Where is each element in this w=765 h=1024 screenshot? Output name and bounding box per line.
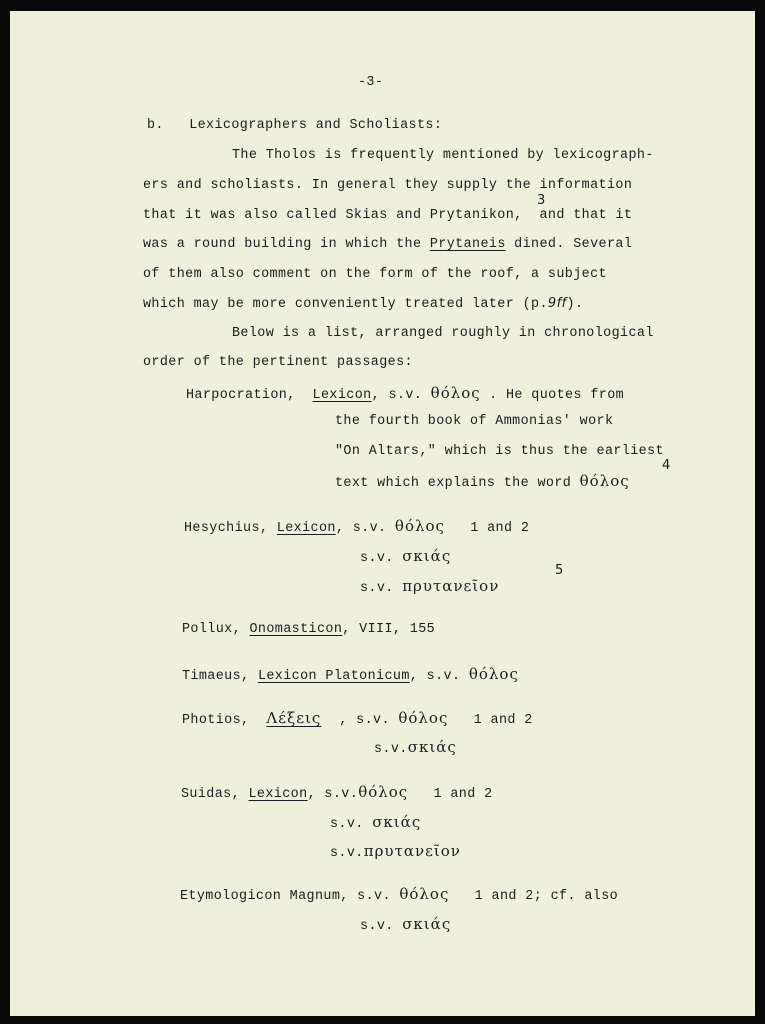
work-title: Lexicon [276, 521, 336, 536]
sv: , s.v. [339, 713, 390, 728]
author: Harpocration, [186, 388, 296, 403]
greek-word: θόλος [579, 472, 630, 490]
entry-pollux [182, 622, 435, 638]
para2-line1: Below is a list, arranged roughly in chronological [232, 326, 654, 341]
greek-word: θόλος [468, 665, 519, 683]
para1-line6 [143, 296, 583, 313]
para1-line1: The Tholos is frequently mentioned by lexicograph- [232, 148, 654, 163]
sv: s.v. [330, 846, 364, 861]
author: Photios, [182, 713, 250, 728]
harpocration-line4 [335, 473, 630, 492]
greek-word: θόλος [398, 709, 449, 727]
entry-etymologicon [180, 886, 618, 905]
section-heading [147, 118, 442, 134]
sv: , s.v. [371, 388, 423, 403]
hesychius-line2 [360, 548, 451, 567]
typed-page [10, 11, 755, 1016]
para1-line3-end: and that it [539, 208, 633, 223]
greek-word: πρυτανεῖον [363, 842, 461, 860]
sv: s.v. [360, 581, 394, 596]
prytaneis-underlined: Prytaneis [429, 237, 506, 252]
entry-text: 1 and 2; cf. also [474, 889, 619, 904]
para1-line5: of them also comment on the form of the roof, a subject [143, 267, 607, 282]
section-title: Lexicographers and Scholiasts: [189, 118, 443, 133]
greek-word: σκιάς [407, 738, 457, 756]
sv: , s.v. [335, 521, 387, 536]
sv: s.v. [357, 889, 391, 904]
handwritten-page-ref: 9ff [547, 296, 567, 311]
entry-text: , VIII, 155 [342, 622, 436, 637]
author: Hesychius, [184, 521, 269, 536]
work-title: Onomasticon [249, 622, 343, 637]
sv: s.v. [360, 919, 394, 934]
greek-word: θόλος [399, 885, 450, 903]
entry-suidas [181, 784, 493, 803]
entry-timaeus [182, 666, 519, 685]
author: Suidas, [181, 787, 241, 802]
greek-word: σκιάς [372, 813, 422, 831]
para1-line4-start: was a round building in which the [143, 237, 430, 252]
sv: , s.v. [409, 669, 461, 684]
para1-line6-end: ). [566, 297, 584, 312]
suidas-line3 [330, 843, 461, 862]
footnote-marker-4: 4 [662, 458, 671, 473]
para1-line4-end: dined. Several [505, 237, 633, 252]
work-title: Λέξεις [266, 709, 322, 727]
para1-line3 [143, 208, 632, 224]
greek-word: σκιάς [402, 547, 452, 565]
para1-line2: ers and scholiasts. In general they supply the information [143, 178, 633, 193]
photios-line2 [374, 739, 457, 758]
entry-text: text which explains the word [335, 476, 572, 491]
hesychius-line3 [360, 578, 499, 597]
para1-line4 [143, 237, 632, 253]
sv: s.v. [360, 551, 394, 566]
page-number: -3- [358, 75, 384, 90]
para2-line2: order of the pertinent passages: [143, 355, 413, 370]
work-title: Lexicon Platonicum [257, 669, 410, 684]
greek-word: θόλος [394, 517, 445, 535]
work-title: Lexicon [312, 388, 372, 403]
greek-word: θόλος [430, 384, 481, 402]
para1-line6-start: which may be more conveniently treated later (p. [143, 297, 548, 312]
greek-word: πρυτανεῖον [402, 577, 500, 595]
sv: , s.v. [307, 787, 359, 802]
work-title: Lexicon [248, 787, 308, 802]
harpocration-line2: the fourth book of Ammonias' work [335, 414, 614, 429]
entry-text: 1 and 2 [433, 787, 493, 802]
author: Pollux, [182, 622, 242, 637]
footnote-marker-5: 5 [555, 563, 564, 578]
entry-text: 1 and 2 [473, 713, 533, 728]
sv: s.v. [330, 817, 364, 832]
para1-line3-text: that it was also called Skias and Prytanikon, [143, 208, 523, 223]
greek-word: θόλος [358, 783, 409, 801]
sv: s.v. [374, 742, 408, 757]
entry-text: . He quotes from [489, 388, 625, 403]
greek-word: σκιάς [402, 915, 452, 933]
entry-text: 1 and 2 [470, 521, 530, 536]
section-label: b. [147, 118, 164, 133]
suidas-line2 [330, 814, 421, 833]
author: Etymologicon Magnum, [180, 889, 349, 904]
entry-photios [182, 710, 533, 729]
etymologicon-line2 [360, 916, 451, 935]
entry-harpocration [186, 385, 624, 404]
harpocration-line3: "On Altars," which is thus the earliest [335, 444, 664, 459]
footnote-marker-3: 3 [537, 193, 546, 208]
author: Timaeus, [182, 669, 250, 684]
entry-hesychius [184, 518, 529, 537]
